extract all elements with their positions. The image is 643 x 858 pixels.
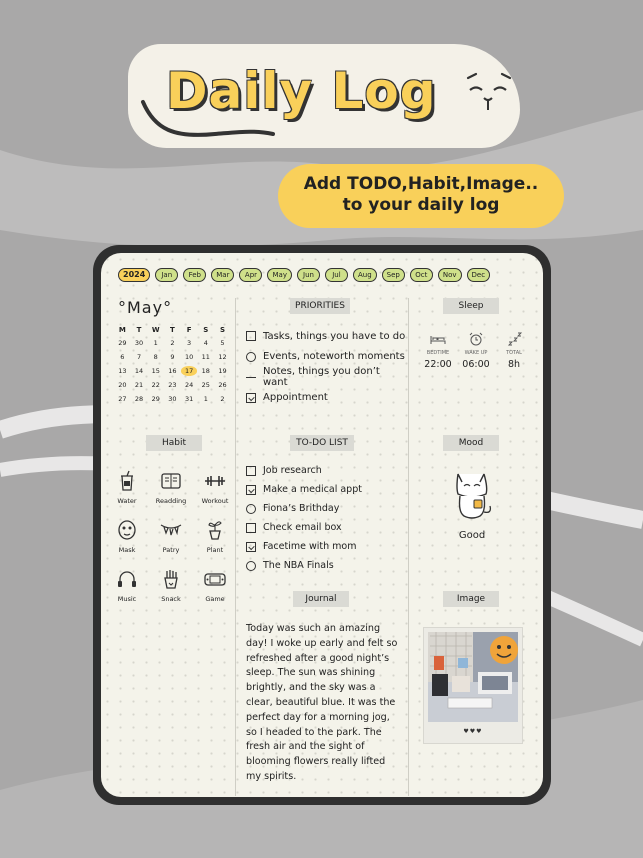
habit-game[interactable] xyxy=(193,568,237,603)
year-tab[interactable]: 2024 xyxy=(118,268,150,282)
calendar-day[interactable]: 13 xyxy=(118,367,127,375)
subtitle-line-2: to your daily log xyxy=(342,195,500,215)
todo-item[interactable] xyxy=(246,499,406,518)
calendar-day[interactable]: 24 xyxy=(184,381,194,389)
todo-item[interactable] xyxy=(246,480,406,499)
priority-item[interactable] xyxy=(246,367,406,388)
habit-label: Readding xyxy=(155,497,187,505)
checkbox-icon[interactable] xyxy=(246,523,256,533)
month-tabs xyxy=(118,268,490,282)
todo-item-text: Job research xyxy=(263,465,322,476)
calendar-day[interactable]: 30 xyxy=(134,339,144,347)
calendar-day[interactable]: 15 xyxy=(151,367,160,375)
calendar-check-icon[interactable] xyxy=(246,542,256,552)
month-tab-jul[interactable]: Jul xyxy=(325,268,348,282)
habit-workout[interactable] xyxy=(193,470,237,505)
habit-label: Music xyxy=(117,595,137,603)
subtitle-line-1: Add TODO,Habit,Image.. xyxy=(303,174,539,194)
calendar-day[interactable]: 26 xyxy=(218,381,227,389)
habit-water[interactable] xyxy=(105,470,149,505)
image-heading: Image xyxy=(443,591,499,607)
habit-label: Patry xyxy=(162,546,180,554)
calendar-day[interactable]: 22 xyxy=(151,381,160,389)
bedtime-label: BEDTIME xyxy=(426,350,450,356)
circle-icon[interactable] xyxy=(246,352,256,362)
priority-item[interactable] xyxy=(246,388,406,409)
todo-list xyxy=(246,461,406,575)
wakeup-block[interactable] xyxy=(458,332,494,370)
calendar-day[interactable]: 11 xyxy=(201,353,210,361)
cat-face-icon xyxy=(462,70,518,114)
weekday-header: T xyxy=(136,326,142,334)
calendar-day[interactable]: 8 xyxy=(153,353,158,361)
todo-item-text: Facetime with mom xyxy=(263,541,357,552)
mini-calendar xyxy=(114,326,234,404)
weekday-header: F xyxy=(186,326,192,334)
month-tab-jun[interactable]: Jun xyxy=(297,268,320,282)
sleep-heading: Sleep xyxy=(443,298,499,314)
weekday-header: W xyxy=(151,326,160,334)
calendar-day[interactable]: 4 xyxy=(203,339,208,347)
month-tab-apr[interactable]: Apr xyxy=(239,268,262,282)
game-console-icon xyxy=(204,568,226,590)
journal-heading: Journal xyxy=(293,591,349,607)
happy-cat-mood-icon[interactable] xyxy=(450,468,494,522)
calendar-day[interactable]: 25 xyxy=(201,381,210,389)
sleep-summary xyxy=(420,332,532,370)
fries-icon xyxy=(160,568,182,590)
weekday-header: S xyxy=(203,326,209,334)
checkbox-icon[interactable] xyxy=(246,331,256,341)
column-divider-2 xyxy=(408,298,409,796)
habit-party[interactable] xyxy=(149,519,193,554)
priority-item-text: Appointment xyxy=(263,392,328,404)
month-tab-oct[interactable]: Oct xyxy=(410,268,433,282)
habit-label: Workout xyxy=(201,497,229,505)
priority-item-text: Notes, things you don’t want xyxy=(263,366,380,389)
month-tab-mar[interactable]: Mar xyxy=(211,268,234,282)
mood-heading: Mood xyxy=(443,435,499,451)
calendar-day[interactable]: 7 xyxy=(136,353,142,361)
todo-item[interactable] xyxy=(246,556,406,575)
habit-music[interactable] xyxy=(105,568,149,603)
calendar-day[interactable]: 17 xyxy=(181,366,198,376)
calendar-month-title: °May° xyxy=(118,298,173,317)
wakeup-value: 06:00 xyxy=(462,359,490,370)
calendar-month-label: May xyxy=(127,298,164,317)
month-tab-aug[interactable]: Aug xyxy=(353,268,377,282)
total-sleep-block[interactable] xyxy=(496,332,532,370)
habit-grid xyxy=(105,470,233,603)
weekday-header: T xyxy=(170,326,175,334)
journal-text[interactable]: Today was such an amazing day! I woke up early and felt so refreshed after a good night’s sleep. The sun was shining brightly, and the sky was a clear, beautiful blue. It was the perfect day for a morning jog, so I headed to the park. The fresh air and the sight of blooming flowers really lifted my spirits. xyxy=(246,623,398,782)
habit-label: Snack xyxy=(161,595,181,603)
dumbbell-icon xyxy=(204,470,226,492)
habit-label: Water xyxy=(117,497,137,505)
habit-snack[interactable] xyxy=(149,568,193,603)
priority-item-text: Events, noteworth moments xyxy=(263,351,405,363)
calendar-day[interactable]: 2 xyxy=(170,339,175,347)
habit-label: Plant xyxy=(206,546,224,554)
mood-label: Good xyxy=(458,530,486,541)
calendar-check-icon[interactable] xyxy=(246,393,256,403)
todo-item-text: The NBA Finals xyxy=(263,560,334,571)
checkbox-icon[interactable] xyxy=(246,466,256,476)
zzz-icon xyxy=(505,332,523,346)
alarm-clock-icon xyxy=(467,332,485,346)
headphones-icon xyxy=(116,568,138,590)
image-caption: ♥♥♥ xyxy=(463,728,483,735)
calendar-day[interactable]: 19 xyxy=(218,367,227,375)
calendar-day[interactable]: 20 xyxy=(118,381,127,389)
calendar-day[interactable]: 2 xyxy=(220,395,225,403)
calendar-day[interactable]: 10 xyxy=(184,353,194,361)
party-banner-icon xyxy=(160,519,182,541)
month-tab-jan[interactable]: Jan xyxy=(155,268,178,282)
calendar-day[interactable]: 9 xyxy=(170,353,175,361)
calendar-day[interactable]: 1 xyxy=(153,339,158,347)
calendar-day[interactable]: 16 xyxy=(168,367,177,375)
book-icon xyxy=(160,470,182,492)
calendar-day[interactable]: 5 xyxy=(220,339,225,347)
total-value: 8h xyxy=(507,359,521,370)
habit-label: Mask xyxy=(118,546,136,554)
habit-heading: Habit xyxy=(146,435,202,451)
calendar-day[interactable]: 28 xyxy=(134,395,144,403)
calendar-day[interactable]: 30 xyxy=(168,395,177,403)
month-tab-sep[interactable]: Sep xyxy=(382,268,405,282)
habit-reading[interactable] xyxy=(149,470,193,505)
calendar-day[interactable]: 23 xyxy=(168,381,177,389)
habit-label: Game xyxy=(205,595,225,603)
calendar-day[interactable]: 29 xyxy=(118,339,127,347)
month-tab-may[interactable]: May xyxy=(267,268,291,282)
circle-icon[interactable] xyxy=(246,504,256,514)
calendar-day[interactable]: 27 xyxy=(118,395,127,403)
todo-item-text: Make a medical appt xyxy=(263,484,362,495)
face-mask-icon xyxy=(116,519,138,541)
subtitle xyxy=(278,174,564,216)
wakeup-label: WAKE UP xyxy=(464,350,488,356)
circle-icon[interactable] xyxy=(246,561,256,571)
water-cup-icon xyxy=(116,470,138,492)
priorities-legend xyxy=(246,326,406,408)
todo-item[interactable] xyxy=(246,537,406,556)
desk-photo[interactable] xyxy=(428,632,518,722)
weekday-header: S xyxy=(219,326,225,334)
calendar-day[interactable]: 31 xyxy=(184,395,194,403)
calendar-day[interactable]: 21 xyxy=(134,381,144,389)
weekday-header: M xyxy=(118,326,126,334)
month-tab-nov[interactable]: Nov xyxy=(438,268,462,282)
bed-icon xyxy=(429,332,447,346)
total-label: TOTAL xyxy=(506,350,522,356)
calendar-day[interactable]: 3 xyxy=(187,339,192,347)
priority-item-text: Tasks, things you have to do xyxy=(263,330,406,342)
todo-item-text: Fiona’s Brithday xyxy=(263,503,340,514)
calendar-day[interactable]: 14 xyxy=(134,367,144,375)
calendar-day[interactable]: 18 xyxy=(201,367,210,375)
month-tab-feb[interactable]: Feb xyxy=(183,268,206,282)
todo-item[interactable] xyxy=(246,461,406,480)
app-title: Daily Log xyxy=(166,62,437,120)
bedtime-block[interactable] xyxy=(420,332,456,370)
habit-plant[interactable] xyxy=(193,519,237,554)
month-tab-dec[interactable]: Dec xyxy=(467,268,491,282)
todo-item-text: Check email box xyxy=(263,522,342,533)
todo-heading: TO-DO LIST xyxy=(290,435,354,451)
todo-item[interactable] xyxy=(246,518,406,537)
priorities-heading: PRIORITIES xyxy=(290,298,350,314)
bedtime-value: 22:00 xyxy=(424,359,452,370)
priority-item[interactable] xyxy=(246,347,406,368)
calendar-day[interactable]: 12 xyxy=(218,353,227,361)
priority-item[interactable] xyxy=(246,326,406,347)
calendar-day[interactable]: 1 xyxy=(203,395,208,403)
habit-mask[interactable] xyxy=(105,519,149,554)
calendar-day[interactable]: 29 xyxy=(151,395,160,403)
calendar-check-icon[interactable] xyxy=(246,485,256,495)
potted-plant-icon xyxy=(204,519,226,541)
dash-icon[interactable] xyxy=(246,372,256,382)
calendar-day[interactable]: 6 xyxy=(120,353,125,361)
